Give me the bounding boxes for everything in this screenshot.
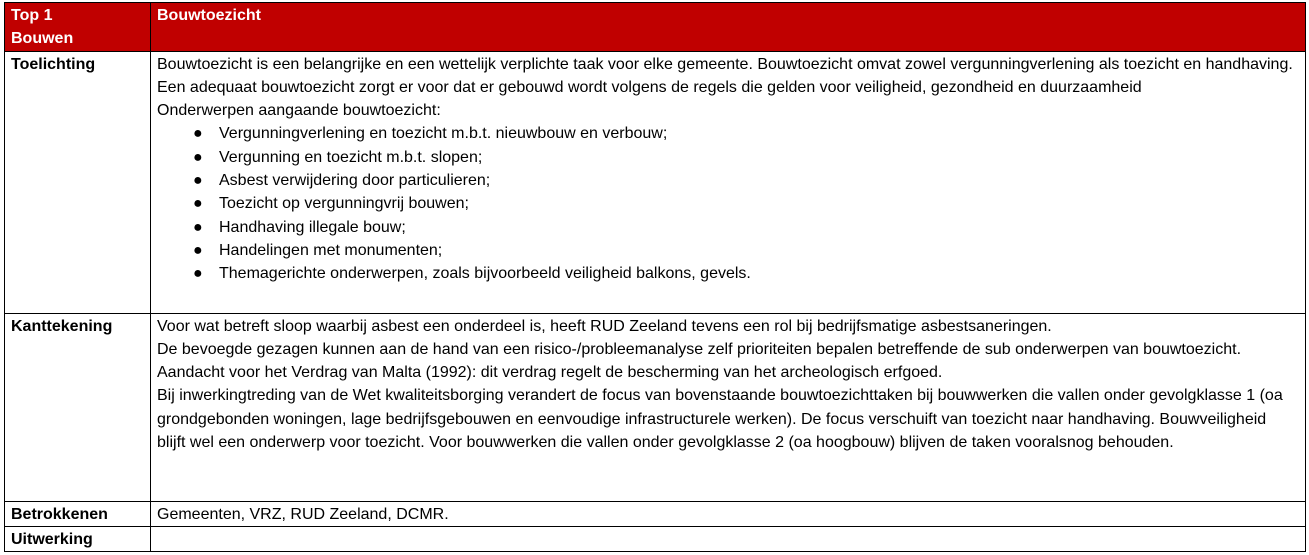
toelichting-paragraph: Onderwerpen aangaande bouwtoezicht: bbox=[157, 102, 441, 120]
bullet-icon: ● bbox=[193, 218, 203, 236]
header-label-line2: Bouwen bbox=[11, 30, 74, 48]
bullet-icon: ● bbox=[193, 265, 203, 283]
uitwerking-row bbox=[5, 526, 1306, 551]
toelichting-row bbox=[5, 51, 1306, 313]
list-item-text: Vergunning en toezicht m.b.t. slopen; bbox=[219, 148, 483, 166]
header-title: Bouwtoezicht bbox=[151, 3, 1306, 52]
kanttekening-paragraph: Voor wat betreft sloop waarbij asbest een onderdeel is, heeft RUD Zeeland tevens een rol bij bedrijfsmatige asbestsaneringen. bbox=[157, 317, 1052, 335]
list-item bbox=[157, 216, 1299, 239]
header-label-cell bbox=[5, 3, 151, 52]
bullet-icon: ● bbox=[193, 125, 203, 143]
bullet-icon: ● bbox=[193, 241, 203, 259]
list-item-text: Themagerichte onderwerpen, zoals bijvoorbeeld veiligheid balkons, gevels. bbox=[219, 265, 751, 283]
list-item bbox=[157, 169, 1299, 192]
list-item bbox=[157, 122, 1299, 145]
uitwerking-value bbox=[151, 526, 1306, 551]
bouwtoezicht-table bbox=[4, 2, 1306, 552]
bullet-icon: ● bbox=[193, 148, 203, 166]
list-item bbox=[157, 192, 1299, 215]
uitwerking-label: Uitwerking bbox=[5, 526, 151, 551]
header-row bbox=[5, 3, 1306, 52]
list-item-text: Handelingen met monumenten; bbox=[219, 241, 443, 259]
toelichting-label: Toelichting bbox=[5, 51, 151, 313]
bullet-icon: ● bbox=[193, 172, 203, 190]
betrokkenen-label: Betrokkenen bbox=[5, 501, 151, 526]
kanttekening-paragraph: Aandacht voor het Verdrag van Malta (1992): dit verdrag regelt de bescherming van het archeologisch erfgoed. bbox=[157, 364, 943, 382]
list-item bbox=[157, 262, 1299, 285]
onderwerpen-list bbox=[157, 122, 1299, 285]
list-item bbox=[157, 146, 1299, 169]
toelichting-paragraph: Een adequaat bouwtoezicht zorgt er voor dat er gebouwd wordt volgens de regels die gelden voor veiligheid, gezondheid en duurzaamheid bbox=[157, 78, 1142, 96]
header-label-line1: Top 1 bbox=[11, 7, 53, 24]
betrokkenen-row bbox=[5, 501, 1306, 526]
toelichting-content bbox=[151, 51, 1306, 313]
betrokkenen-value: Gemeenten, VRZ, RUD Zeeland, DCMR. bbox=[151, 501, 1306, 526]
kanttekening-paragraph: Bij inwerkingtreding van de Wet kwaliteitsborging verandert de focus van bovenstaande bouwtoezichttaken bij bouwwerken die vallen onder gevolgklasse 1 (oa grondgebonden woningen, lage bedrijfsgebouwen en eenvoudige infrastructurele werken). De focus verschuift van toezicht naar handhaving. Bouwveiligheid blijft wel een onderwerp voor toezicht. Voor bouwwerken die vallen onder gevolgklasse 2 (oa hoogbouw) blijven de taken vooralsnog behouden. bbox=[157, 387, 1283, 452]
list-item-text: Handhaving illegale bouw; bbox=[219, 218, 406, 236]
list-item-text: Asbest verwijdering door particulieren; bbox=[219, 172, 491, 190]
list-item-text: Toezicht op vergunningvrij bouwen; bbox=[219, 195, 469, 213]
bullet-icon: ● bbox=[193, 195, 203, 213]
kanttekening-row bbox=[5, 313, 1306, 501]
kanttekening-label: Kanttekening bbox=[5, 313, 151, 501]
kanttekening-content bbox=[151, 313, 1306, 501]
toelichting-paragraph: Bouwtoezicht is een belangrijke en een wettelijk verplichte taak voor elke gemeente. Bouwtoezicht omvat zowel vergunningverlening als toezicht en handhaving. bbox=[157, 55, 1293, 73]
list-item bbox=[157, 239, 1299, 262]
kanttekening-paragraph: De bevoegde gezagen kunnen aan de hand van een risico-/probleemanalyse zelf prioriteiten bepalen betreffende de sub onderwerpen van bouwtoezicht. bbox=[157, 340, 1242, 358]
list-item-text: Vergunningverlening en toezicht m.b.t. nieuwbouw en verbouw; bbox=[219, 125, 668, 143]
